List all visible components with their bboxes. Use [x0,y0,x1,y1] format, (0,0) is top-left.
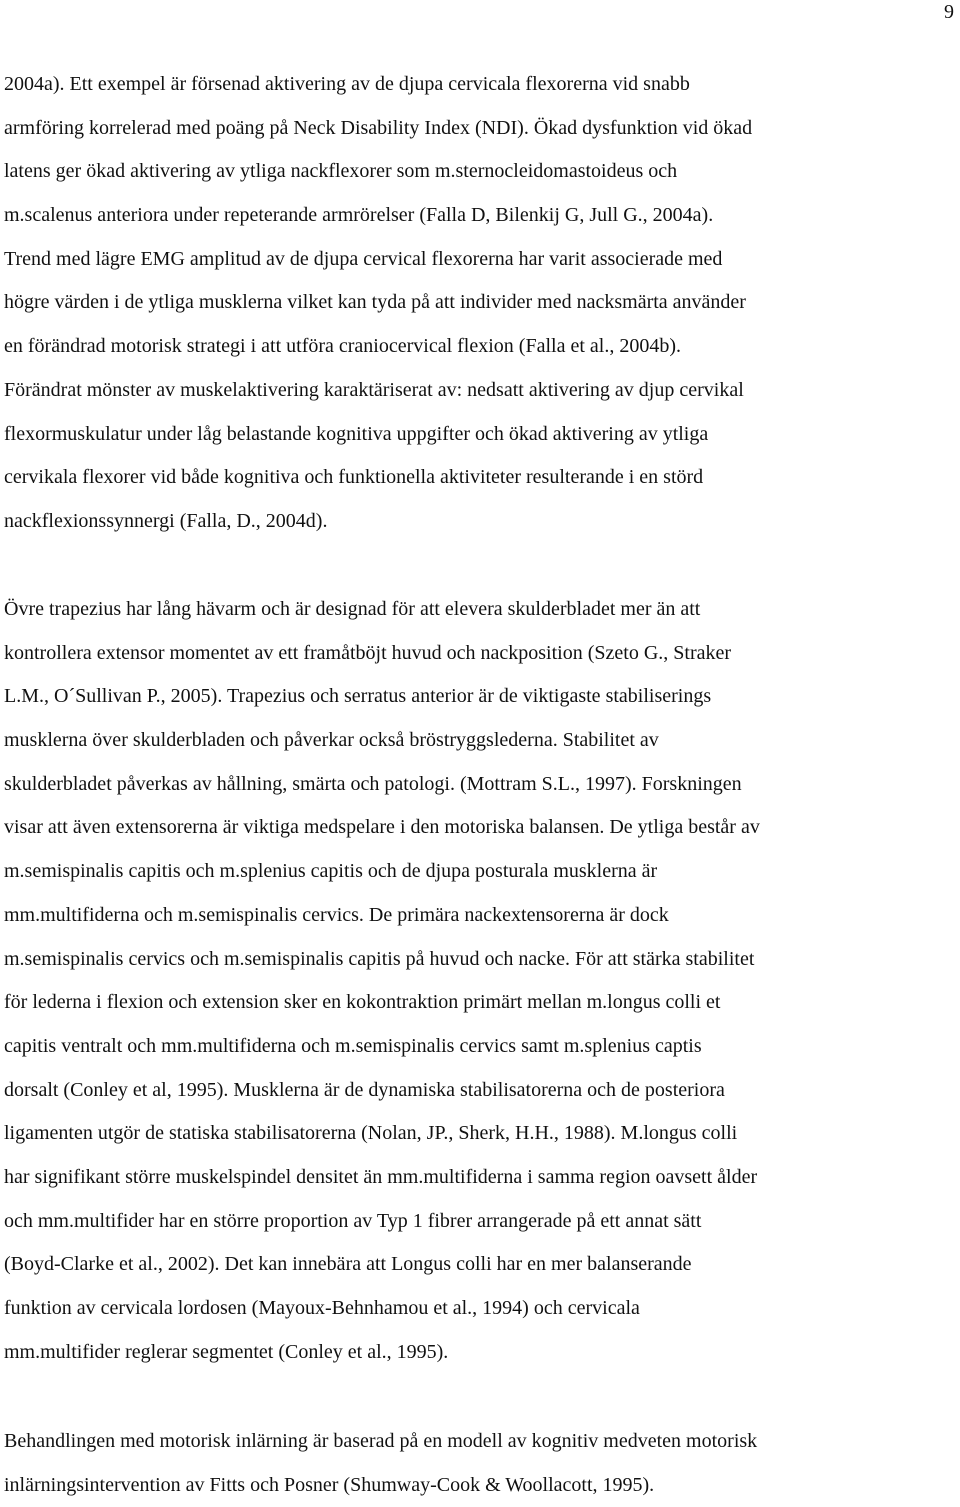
paragraph-trapezius-extensors [4,588,760,1374]
paragraph-muscle-activation [4,63,752,544]
text-line: en förändrad motorisk strategi i att utföra craniocervical flexion (Falla et al., 2004b). [4,335,681,358]
text-line: mm.multifiderna och m.semispinalis cervics. De primära nackextensorerna är dock [4,903,669,926]
text-line: 2004a). Ett exempel är försenad aktivering av de djupa cervicala flexorerna vid snabb [4,73,690,95]
text-line: latens ger ökad aktivering av ytliga nackflexorer som m.sternocleidomastoideus och [4,160,678,183]
text-line: Trend med lägre EMG amplitud av de djupa cervical flexorerna har varit associerade med [4,247,723,270]
text-line: cervikala flexorer vid både kognitiva och funktionella aktiviteter resulterande i en störd [4,466,704,489]
text-line: (Boyd-Clarke et al., 2002). Det kan innebära att Longus colli har en mer balanserande [4,1253,692,1276]
text-line: musklerna över skulderbladen och påverkar också bröstryggslederna. Stabilitet av [4,729,659,752]
text-line: Övre trapezius har lång hävarm och är designad för att elevera skulderbladet mer än att [4,598,701,620]
text-line: m.semispinalis cervics och m.semispinalis capitis på huvud och nacke. För att stärka stabilitet [4,947,755,970]
text-line: L.M., O´Sullivan P., 2005). Trapezius och serratus anterior är de viktigaste stabiliserings [4,685,712,708]
text-line: ligamenten utgör de statiska stabilisatorerna (Nolan, JP., Sherk, H.H., 1988). M.longus colli [4,1122,738,1145]
text-line: inlärningsintervention av Fitts och Posner (Shumway-Cook & Woollacott, 1995). [4,1473,655,1496]
text-line: nackflexionssynnergi (Falla, D., 2004d). [4,509,328,532]
text-line: har signifikant större muskelspindel densitet än mm.multifiderna i samma region oavsett ålder [4,1165,758,1188]
text-line: dorsalt (Conley et al, 1995). Musklerna är de dynamiska stabilisatorerna och de posteriora [4,1078,725,1101]
text-line: armföring korrelerad med poäng på Neck Disability Index (NDI). Ökad dysfunktion vid ökad [4,116,753,139]
text-line: flexormuskulatur under låg belastande kognitiva uppgifter och ökad aktivering av ytliga [4,422,709,445]
text-line: högre värden i de ytliga musklerna vilket kan tyda på att individer med nacksmärta använder [4,291,746,314]
text-line: capitis ventralt och mm.multifiderna och m.semispinalis cervics samt m.splenius captis [4,1034,702,1057]
text-line: visar att även extensorerna är viktiga medspelare i den motoriska balansen. De ytliga består av [4,816,760,839]
text-line: Behandlingen med motorisk inlärning är baserad på en modell av kognitiv medveten motorisk [4,1430,758,1452]
text-line: för lederna i flexion och extension sker en kokontraktion primärt mellan m.longus colli et [4,991,721,1014]
text-line: m.semispinalis capitis och m.splenius capitis och de djupa posturala musklerna är [4,860,658,883]
text-line: Förändrat mönster av muskelaktivering karaktäriserat av: nedsatt aktivering av djup cervikal [4,378,744,401]
page-number: 9 [944,1,954,23]
text-line: funktion av cervicala lordosen (Mayoux-Behnhamou et al., 1994) och cervicala [4,1297,640,1319]
text-line: mm.multifider reglerar segmentet (Conley et al., 1995). [4,1340,449,1363]
paragraph-motor-learning [4,1420,757,1507]
text-line: m.scalenus anteriora under repeterande armrörelser (Falla D, Bilenkij G, Jull G., 2004a). [4,204,714,227]
text-line: skulderbladet påverkas av hållning, smärta och patologi. (Mottram S.L., 1997). Forskningen [4,772,742,795]
text-line: och mm.multifider har en större proportion av Typ 1 fibrer arrangerade på ett annat sätt [4,1209,702,1232]
text-line: kontrollera extensor momentet av ett framåtböjt huvud och nackposition (Szeto G., Straker [4,641,732,664]
